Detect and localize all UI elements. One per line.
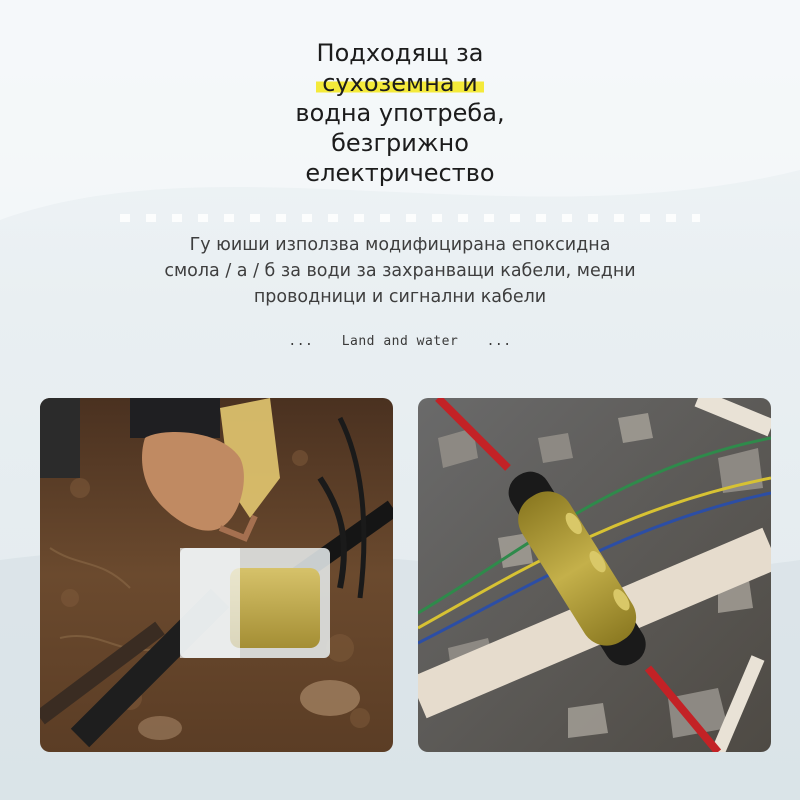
description-line: Гу юиши използва модифицирана епоксидна	[189, 235, 611, 255]
tagline-text: Land and water	[341, 334, 459, 349]
headline-line: Подходящ за	[316, 39, 484, 67]
water-installation-photo	[418, 398, 771, 752]
tagline-right-mark: ...	[486, 334, 512, 349]
headline	[0, 38, 800, 188]
headline-line: водна употреба,	[295, 99, 505, 127]
headline-line: безгрижно	[331, 129, 469, 157]
decorative-dashes	[120, 214, 700, 222]
tagline	[0, 334, 800, 349]
description-line: смола / а / б за води за захранващи кабели, медни	[164, 261, 636, 281]
land-installation-photo	[40, 398, 393, 752]
highlight-marker: сухоземна и	[316, 68, 484, 98]
tagline-left-mark: ...	[288, 334, 314, 349]
description	[110, 232, 690, 310]
headline-highlight-line	[0, 68, 800, 98]
headline-line: електричество	[305, 159, 495, 187]
description-line: проводници и сигнални кабели	[253, 287, 547, 307]
